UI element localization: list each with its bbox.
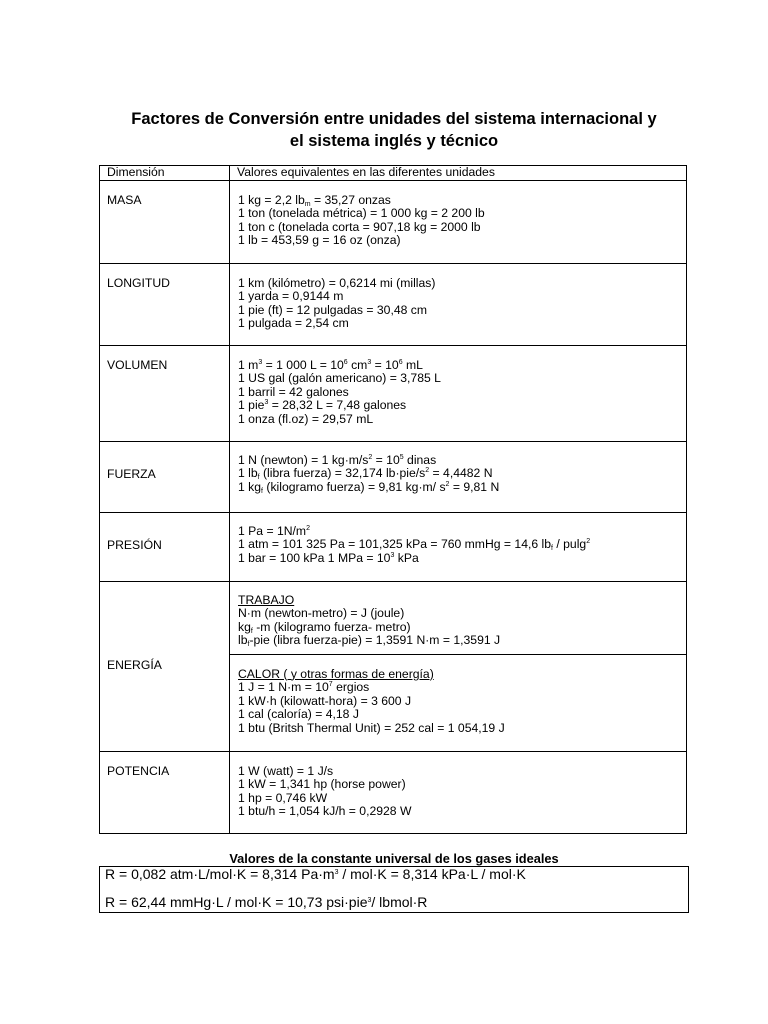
values-cell bbox=[230, 263, 687, 345]
value-line: $kg_f$ -m (kilogramo fuerza- metro) bbox=[238, 619, 411, 635]
header-dimension: Dimensión bbox=[100, 166, 230, 181]
section-title-calor: CALOR ( y otras formas de energía) bbox=[238, 666, 434, 681]
values-cell bbox=[230, 180, 687, 263]
dimension-label: POTENCIA bbox=[100, 751, 230, 833]
gas-constant-line-2: R = 62,44 mmHg·L / mol·K = 10,73 psi·pie$^3$/ lbmol·R bbox=[105, 894, 428, 910]
value-line: 1 kW·h (kilowatt-hora) = 3 600 J bbox=[238, 693, 412, 708]
value-line: 1 lb = 453,59 g = 16 oz (onza) bbox=[238, 233, 401, 248]
value-line: 1 ton (tonelada métrica) = 1 000 kg = 2 200 lb bbox=[238, 206, 485, 221]
value-line: 1 onza (fl.oz) = 29,57 mL bbox=[238, 411, 374, 426]
values-cell bbox=[230, 512, 687, 581]
value-line: 1 $m^3 = 1$ 000 $L = 10^6$ $cm^3 = 10^6$ mL bbox=[238, 357, 423, 372]
values-cell bbox=[230, 441, 687, 512]
value-line: 1 atm = 101 325 Pa = 101,325 kPa = 760 mmHg = 14,6 $lb_f / pulg^2$ bbox=[238, 537, 591, 553]
value-line: 1 barril = 42 galones bbox=[238, 384, 349, 399]
values-cell bbox=[230, 751, 687, 833]
value-line: 1 btu/h = 1,054 kJ/h = 0,2928 W bbox=[238, 804, 412, 819]
table-row-energia-trabajo bbox=[100, 581, 687, 654]
table-row-volumen bbox=[100, 345, 687, 441]
title-line-1: Factores de Conversión entre unidades del sistema internacional y bbox=[131, 110, 657, 128]
value-line: 1 kW = 1,341 hp (horse power) bbox=[238, 777, 406, 792]
value-line: 1 bar = 100 kPa 1 MPa = $10^3$ kPa bbox=[238, 550, 419, 565]
value-line: 1 $kg_f$ (kilogramo fuerza) = 9,81 kg·m/ $s^2 = 9,81$ N bbox=[238, 479, 500, 495]
value-line: 1 W (watt) = 1 J/s bbox=[238, 763, 334, 778]
dimension-label: PRESIÓN bbox=[100, 512, 230, 581]
value-line: 1 yarda = 0,9144 m bbox=[238, 289, 344, 304]
conversion-table bbox=[99, 165, 687, 834]
values-cell bbox=[230, 345, 687, 441]
header-values: Valores equivalentes en las diferentes unidades bbox=[230, 166, 687, 181]
value-line: 1 pulgada = 2,54 cm bbox=[238, 316, 349, 331]
section-title-trabajo: TRABAJO bbox=[238, 592, 295, 607]
table-row-longitud bbox=[100, 263, 687, 345]
page-title bbox=[100, 108, 688, 152]
value-line: 1 pie (ft) = 12 pulgadas = 30,48 cm bbox=[238, 302, 428, 317]
table-row-fuerza bbox=[100, 441, 687, 512]
value-line: 1 km (kilómetro) = 0,6214 mi (millas) bbox=[238, 275, 436, 290]
value-line: 1 US gal (galón americano) = 3,785 L bbox=[238, 371, 441, 386]
dimension-label: VOLUMEN bbox=[100, 345, 230, 441]
value-line: 1 hp = 0,746 kW bbox=[238, 790, 328, 805]
gas-constant-title: Valores de la constante universal de los gases ideales bbox=[229, 851, 559, 866]
dimension-label: FUERZA bbox=[100, 441, 230, 512]
value-line: 1 ton c (tonelada corta = 907,18 kg = 2000 lb bbox=[238, 219, 481, 234]
value-line: 1 N (newton) = 1 $kg\cdot m/s^2 = 10^5$ dinas bbox=[238, 452, 437, 467]
values-cell bbox=[230, 581, 687, 654]
gas-constant-line-1: R = 0,082 atm·L/mol·K = 8,314 $Pa\cdot m^3 / mol\cdot K = 8,314$ kPa·L / mol·K bbox=[105, 866, 526, 882]
values-cell bbox=[230, 654, 687, 751]
gas-constant-box bbox=[99, 866, 689, 913]
value-line: N·m (newton-metro) = J (joule) bbox=[238, 606, 405, 621]
table-header-row bbox=[100, 166, 687, 181]
table-row-presion bbox=[100, 512, 687, 581]
value-line: 1 kg = 2,2 $lb_m = 35,27$ onzas bbox=[238, 192, 391, 208]
value-line: 1 $lb_f$ (libra fuerza) = 32,174 $lb\cdot pie/s^2 = 4,4482$ N bbox=[238, 466, 493, 482]
value-line: 1 $Pa = 1N/m^2$ bbox=[238, 523, 310, 538]
value-line: 1 cal (caloría) = 4,18 J bbox=[238, 707, 359, 722]
dimension-label: LONGITUD bbox=[100, 263, 230, 345]
table-row-potencia bbox=[100, 751, 687, 833]
dimension-label: ENERGÍA bbox=[100, 581, 230, 751]
value-line: 1 J = 1 $N\cdot m = 10^7$ ergios bbox=[238, 680, 370, 695]
title-line-2: el sistema inglés y técnico bbox=[289, 132, 499, 150]
value-line: 1 pie$^3$ = 28,32 L = 7,48 galones bbox=[238, 398, 407, 413]
table-row-masa bbox=[100, 180, 687, 263]
dimension-label: MASA bbox=[100, 180, 230, 263]
value-line: $lb_f$-pie (libra fuerza-pie) = 1,3591 N·m = 1,3591 J bbox=[238, 633, 501, 649]
value-line: 1 btu (Britsh Thermal Unit) = 252 cal = 1 054,19 J bbox=[238, 720, 505, 735]
